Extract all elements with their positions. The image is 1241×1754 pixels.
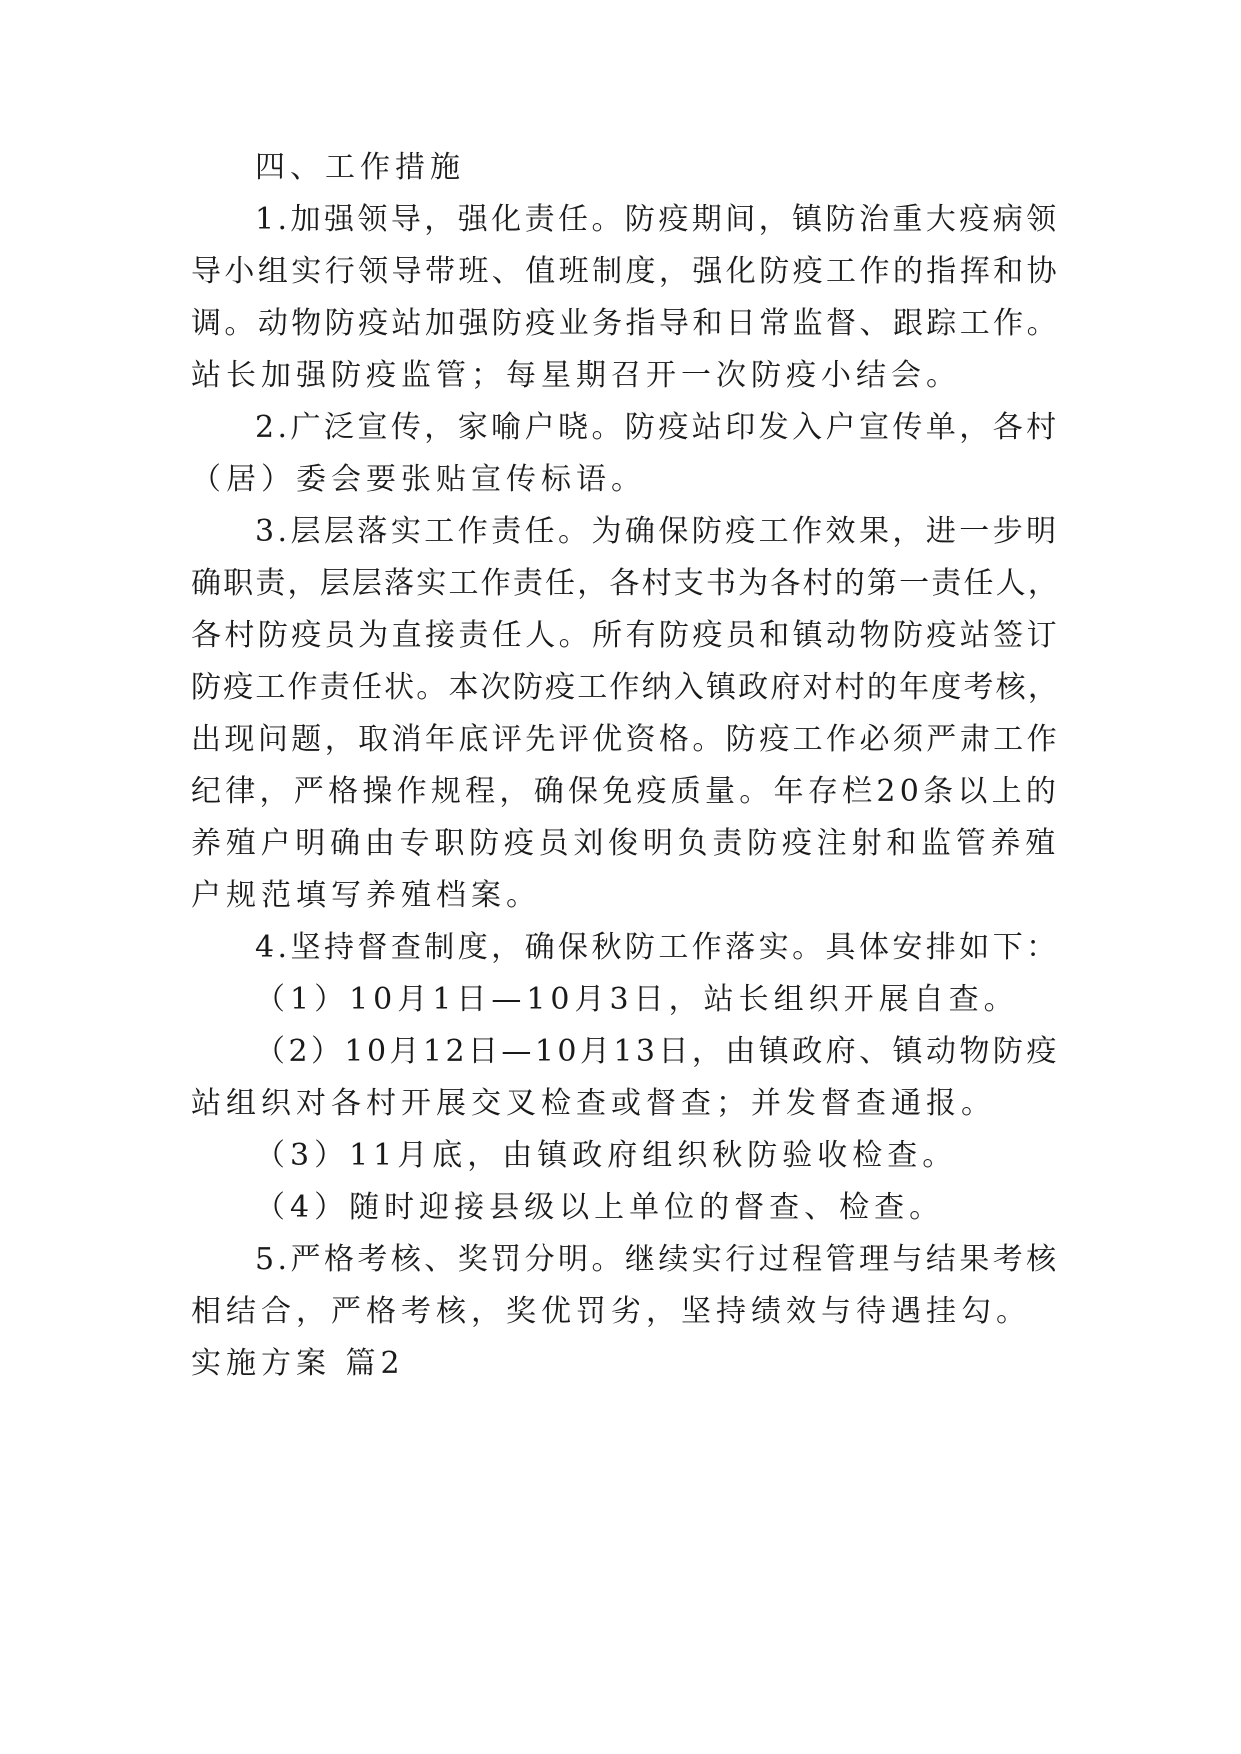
paragraph-line: 调。动物防疫站加强防疫业务指导和日常监督、跟踪工作。 — [191, 306, 1060, 341]
paragraph-line: 出现问题，取消年底评先评优资格。防疫工作必须严肃工作 — [191, 722, 1060, 757]
paragraph-line: 养殖户明确由专职防疫员刘俊明负责防疫注射和监管养殖 — [191, 826, 1060, 861]
paragraph-line: 4.坚持督查制度，确保秋防工作落实。具体安排如下： — [255, 930, 1060, 965]
section-heading: 四、工作措施 — [255, 150, 465, 185]
paragraph-line: 相结合，严格考核，奖优罚劣，坚持绩效与待遇挂勾。 — [191, 1294, 1031, 1329]
paragraph-line: 站组织对各村开展交叉检查或督查；并发督查通报。 — [191, 1086, 996, 1121]
paragraph-line: 导小组实行领导带班、值班制度，强化防疫工作的指挥和协 — [191, 254, 1060, 289]
paragraph-line: 3.层层落实工作责任。为确保防疫工作效果，进一步明 — [255, 514, 1060, 549]
paragraph-line: 5.严格考核、奖罚分明。继续实行过程管理与结果考核 — [255, 1242, 1060, 1277]
paragraph-line: 防疫工作责任状。本次防疫工作纳入镇政府对村的年度考核， — [191, 670, 1060, 705]
paragraph-line: 各村防疫员为直接责任人。所有防疫员和镇动物防疫站签订 — [191, 618, 1060, 653]
paragraph-line: （居）委会要张贴宣传标语。 — [191, 462, 646, 497]
paragraph-line: 确职责，层层落实工作责任，各村支书为各村的第一责任人， — [191, 566, 1060, 601]
paragraph-line: 户规范填写养殖档案。 — [191, 878, 541, 913]
paragraph-line: （2）10月12日—10月13日，由镇政府、镇动物防疫 — [255, 1034, 1060, 1069]
paragraph-line: 1.加强领导，强化责任。防疫期间，镇防治重大疫病领 — [255, 202, 1060, 237]
paragraph-line: （4）随时迎接县级以上单位的督查、检查。 — [255, 1190, 945, 1225]
paragraph-line: 纪律，严格操作规程，确保免疫质量。年存栏20条以上的 — [191, 774, 1061, 809]
paragraph-line: （3）11月底，由镇政府组织秋防验收检查。 — [255, 1138, 958, 1173]
paragraph-line: 站长加强防疫监管；每星期召开一次防疫小结会。 — [191, 358, 961, 393]
paragraph-line: （1）10月1日—10月3日，站长组织开展自查。 — [255, 982, 1019, 1017]
paragraph-line: 2.广泛宣传，家喻户晓。防疫站印发入户宣传单，各村 — [255, 410, 1060, 445]
next-section-title: 实施方案 篇2 — [191, 1346, 405, 1381]
